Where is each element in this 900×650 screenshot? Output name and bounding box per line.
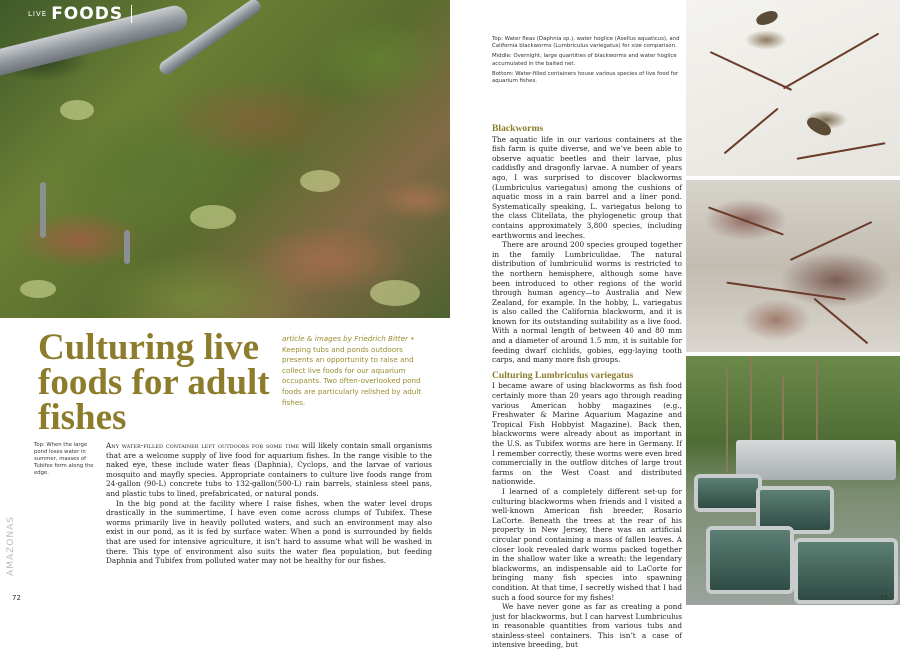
paragraph: There are around 200 species grouped together in the family Lumbriculidae. The natural distribution of lumbriculid worms is restricted to the northern hemisphere, although some have been introduced to other regions of the world through human agency—to Australia and New Zealand, for example. In the hobby, L. variegatus is also called the California blackworm, and it is known for its outstanding suitability as a live food. With a normal length of between 40 and 80 mm and a diameter of around 1.5 mm, it is suitable for feeding dwarf cichlids, gobies, egg-laying tooth carps, and many more fish groups. bbox=[492, 240, 682, 365]
section-live: LIVE bbox=[28, 10, 48, 18]
steel-tank bbox=[736, 440, 896, 480]
left-page bbox=[0, 0, 450, 605]
section-foods: FOODS bbox=[51, 4, 124, 24]
algae-patch bbox=[60, 100, 94, 120]
right-page bbox=[450, 0, 900, 650]
body-text-left bbox=[106, 441, 432, 566]
paragraph bbox=[106, 441, 432, 499]
article-deck bbox=[282, 334, 432, 408]
paragraph: I became aware of using blackworms as fish food certainly more than 20 years ago through reading various American hobby magazines (e.g., Freshwater & Marine Aquarium Magazine and Tropical Fish Hobbyist Magazine). Back then, blackworms were already about as important in the U.S. as Tubifex worms are here in Germany. If I remember correctly, these worms were even bred commercially in the outflow ditches of large trout farms on the West Coast and distributed nationwide. bbox=[492, 381, 682, 487]
deck-text: • Keeping tubs and ponds outdoors presents an opportunity to raise and collect live foods for our aquarium occupants. Two often-overlooked pond foods are particularly relished by adult fishes. bbox=[282, 334, 422, 407]
algae-patch bbox=[190, 205, 236, 229]
paragraph: The aquatic life in our various containers at the fish farm is quite diverse, and we’ve been able to observe aquatic beetles and their larvae, plus caddisfly and dragonfly larvae. A number of years ago, I was surprised to discover blackworms (Lumbriculus variegatus) among the cushions of aquatic moss in a rain barrel and a liner pond. Systematically speaking, L. variegatus belong to the class Clitellata, the phylogenetic group that contains approximately 3,800 species, including earthworms and leeches. bbox=[492, 134, 682, 240]
photo-baited-net bbox=[686, 180, 900, 352]
photo-caption-left: Top: When the large pond loses water in summer, masses of Tubifex form along the edge. bbox=[34, 442, 94, 476]
worm-shape bbox=[790, 221, 872, 260]
worm-shape bbox=[814, 298, 869, 344]
page-number-right: 73 bbox=[879, 594, 888, 602]
paragraph-text: will likely contain small organisms that are a welcome supply of live food for aquarium fishes. In the range visible to the naked eye, these include water fleas (Daphnia), Cyclops, and the larvae of various mosquito and mayfly species. Appropriate containers to culture live foods range from 24-gallon (90-L) concrete tubs to 132-gallon(500-L) rain barrels, stainless steel pans, and plastic tubs to lined, prefabricated, or natural ponds. bbox=[106, 441, 432, 498]
paragraph: We have never gone as far as creating a pond just for blackworms, but I can harvest Lumbriculus in reasonable quantities from various tubs and stainless-steel containers. This isn’t a case of intensive breeding, but bbox=[492, 602, 682, 650]
article-credit: article & images by Friedrich Bitter bbox=[282, 334, 408, 343]
paragraph: In the big pond at the facility where I raise fishes, when the water level drops drastically in the summertime, I have even come across clumps of Tubifex. These worms primarily live in heavily polluted waters, and such an environment may also exist in our pond, as it is fed by surface water. When a pond is surrounded by fields that are used for intensive agriculture, it isn’t hard to assume what will be washed in there. This type of environment also suits the water flea population, but feeding Daphnia and Tubifex from polluted water may not be healthy for our fishes. bbox=[106, 498, 432, 566]
lead-in: Any water-filled container left outdoors for some time bbox=[106, 441, 300, 450]
photo-containers bbox=[686, 356, 900, 605]
worm-shape bbox=[724, 108, 779, 154]
worm-shape bbox=[708, 206, 784, 235]
photo-captions-right bbox=[492, 36, 692, 88]
worm-shape bbox=[710, 51, 792, 90]
algae-patch bbox=[20, 280, 56, 298]
stem-shape bbox=[40, 182, 46, 238]
stem-shape bbox=[124, 230, 130, 264]
heading-culturing: Culturing Lumbriculus variegatus bbox=[492, 369, 634, 381]
body-text-right bbox=[492, 124, 682, 650]
hoglouse-shape bbox=[804, 114, 833, 138]
worm-shape bbox=[783, 33, 879, 89]
section-rule bbox=[131, 5, 132, 23]
algae-patch bbox=[300, 170, 340, 192]
caption-middle: Middle: Overnight, large quantities of blackworms and water hoglice accumulated in the baited net. bbox=[492, 53, 677, 67]
heading-blackworms: Blackworms bbox=[492, 123, 544, 134]
hoglouse-shape bbox=[755, 9, 780, 28]
caption-bottom: Bottom: Water-filled containers house various species of live food for aquarium fishes. bbox=[492, 70, 679, 85]
reed-shape bbox=[726, 366, 728, 476]
photo-water-fleas bbox=[686, 0, 900, 176]
paragraph: I learned of a completely different set-up for culturing blackworms when friends and I visited a well-known American fish breeder, Rosario LaCorte. Beneath the trees at the rear of his property in New Jersey, there was an artificial circular pond containing a mass of fallen leaves. A closer look revealed dark worms packed together in the shallow water like a wreath: the legendary blackworms, an indispensable aid to LaCorte for bringing many fish species into spawning condition. At that time, I secretly wished that I had such a food source for my fishes! bbox=[492, 486, 682, 602]
tub-shape bbox=[694, 474, 762, 512]
worm-shape bbox=[726, 282, 845, 300]
hero-photo-pond bbox=[0, 0, 450, 318]
page-number-left: 72 bbox=[12, 594, 21, 602]
article-title: Culturing live foods for adult fishes bbox=[38, 327, 270, 438]
tub-shape bbox=[706, 526, 794, 594]
magazine-name: AMAZONAS bbox=[6, 516, 16, 576]
worm-shape bbox=[797, 142, 886, 159]
section-tag bbox=[28, 4, 132, 24]
algae-patch bbox=[370, 280, 420, 306]
caption-top: Top: Water fleas (Daphnia sp.), water hoglice (Asellus aquaticus), and California blackworms (Lumbriculus variegatus) for size comparison. bbox=[492, 36, 680, 50]
